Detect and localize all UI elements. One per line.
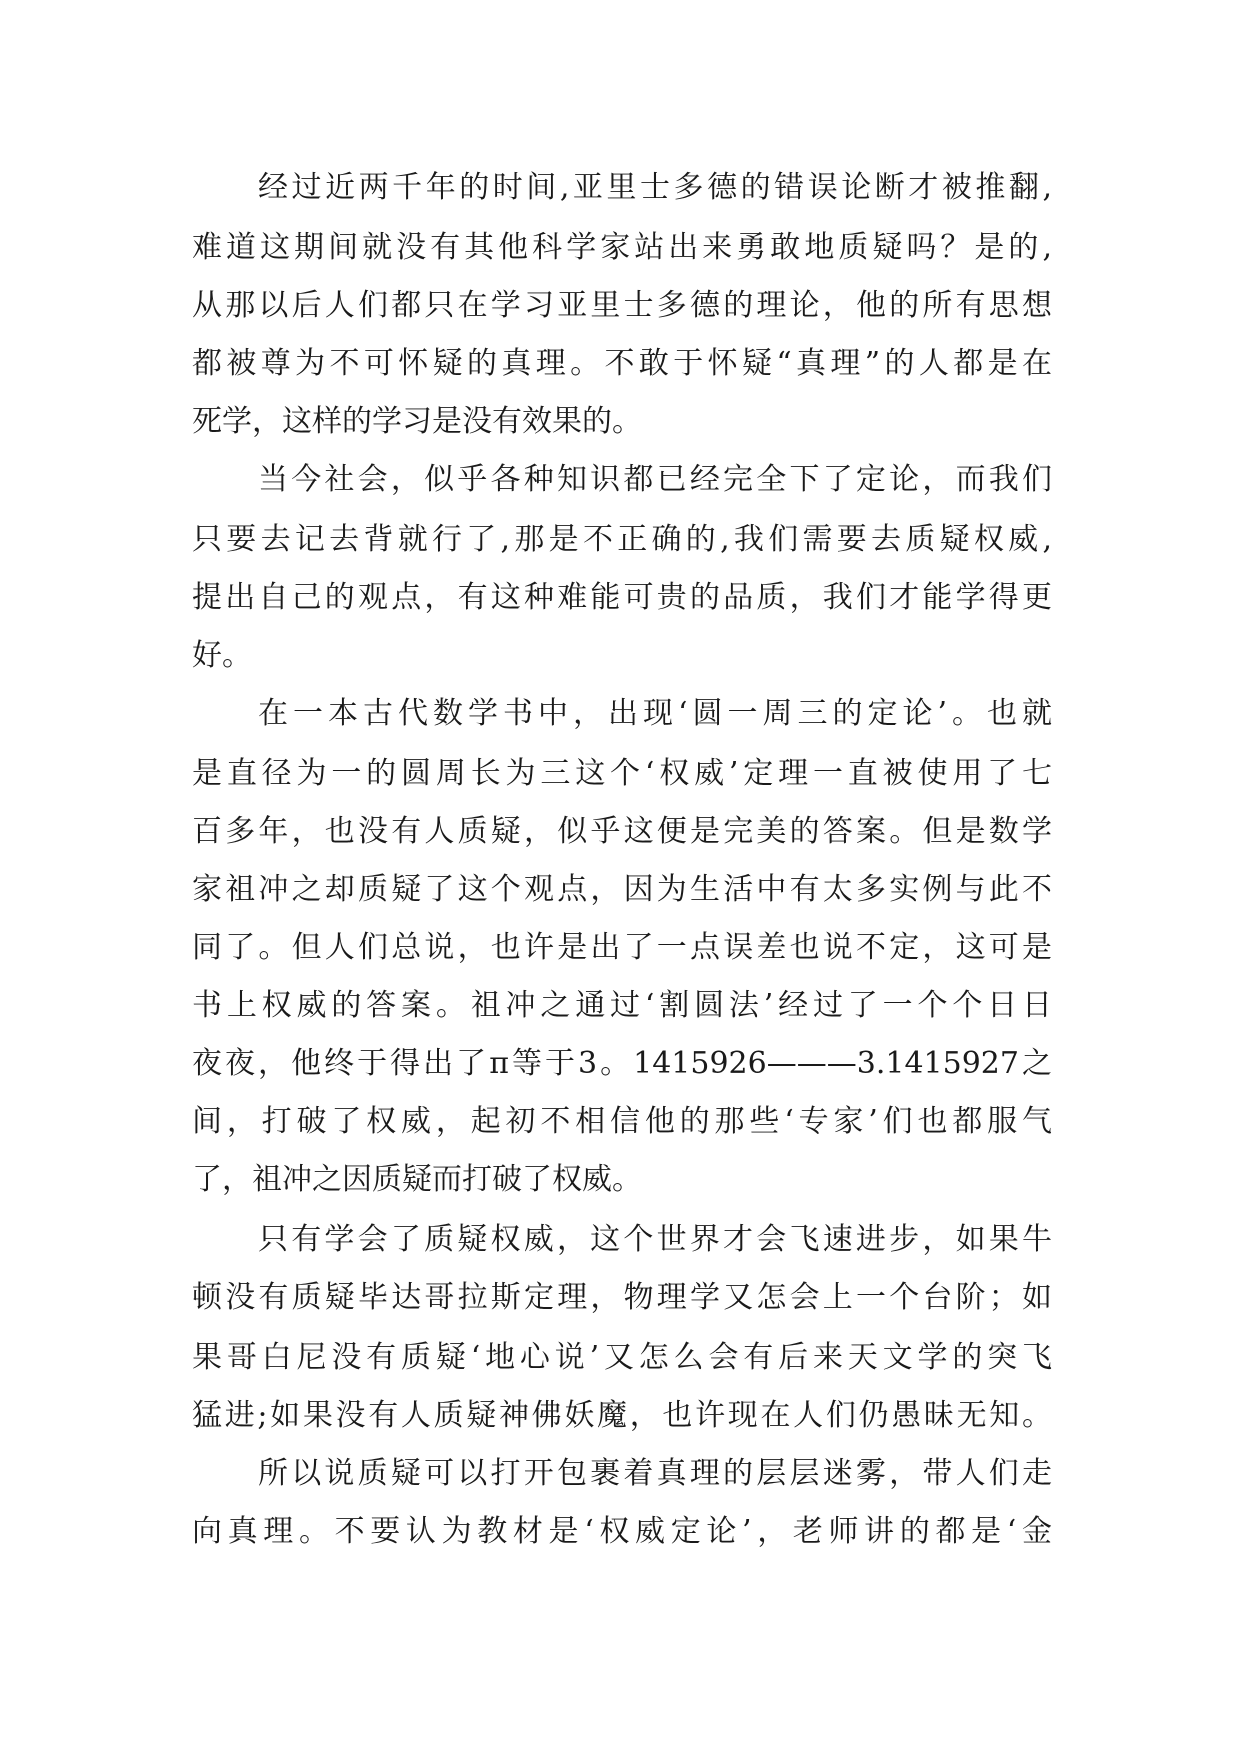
text-line: 同了。但人们总说，也许是出了一点误差也说不定，这可是 [192, 930, 1052, 965]
text-line: 间，打破了权威，起初不相信他的那些‘专家’们也都服气 [192, 1104, 1052, 1139]
text-line: 向真理。不要认为教材是‘权威定论’，老师讲的都是‘金 [192, 1514, 1052, 1549]
text-line: 了，祖冲之因质疑而打破了权威。 [192, 1162, 642, 1197]
text-line: 经过近两千年的时间,亚里士多德的错误论断才被推翻, [258, 170, 1052, 205]
text-line: 百多年，也没有人质疑，似乎这便是完美的答案。但是数学 [192, 814, 1052, 849]
text-line: 夜夜，他终于得出了π等于3。1415926———3.1415927之 [192, 1046, 1052, 1081]
text-line: 果哥白尼没有质疑‘地心说’又怎么会有后来天文学的突飞 [192, 1340, 1052, 1375]
text-line: 顿没有质疑毕达哥拉斯定理，物理学又怎会上一个台阶；如 [192, 1280, 1052, 1315]
text-line: 都被尊为不可怀疑的真理。不敢于怀疑“真理”的人都是在 [192, 346, 1052, 381]
text-line: 提出自己的观点，有这种难能可贵的品质，我们才能学得更 [192, 580, 1052, 615]
text-line: 只有学会了质疑权威，这个世界才会飞速进步，如果牛 [258, 1222, 1052, 1257]
text-line: 只要去记去背就行了,那是不正确的,我们需要去质疑权威, [192, 522, 1052, 557]
text-line: 好。 [192, 638, 252, 673]
text-line: 死学，这样的学习是没有效果的。 [192, 404, 642, 439]
text-line: 当今社会，似乎各种知识都已经完全下了定论，而我们 [258, 462, 1052, 497]
text-line: 在一本古代数学书中，出现‘圆一周三的定论’。也就 [258, 696, 1052, 731]
text-line: 家祖冲之却质疑了这个观点，因为生活中有太多实例与此不 [192, 872, 1052, 907]
text-line: 难道这期间就没有其他科学家站出来勇敢地质疑吗？是的, [192, 230, 1052, 265]
text-line: 是直径为一的圆周长为三这个‘权威’定理一直被使用了七 [192, 756, 1052, 791]
text-line: 所以说质疑可以打开包裹着真理的层层迷雾，带人们走 [258, 1456, 1052, 1491]
text-line: 猛进;如果没有人质疑神佛妖魔，也许现在人们仍愚昧无知。 [192, 1398, 1052, 1433]
text-line: 书上权威的答案。祖冲之通过‘割圆法’经过了一个个日日 [192, 988, 1052, 1023]
text-line: 从那以后人们都只在学习亚里士多德的理论，他的所有思想 [192, 288, 1052, 323]
